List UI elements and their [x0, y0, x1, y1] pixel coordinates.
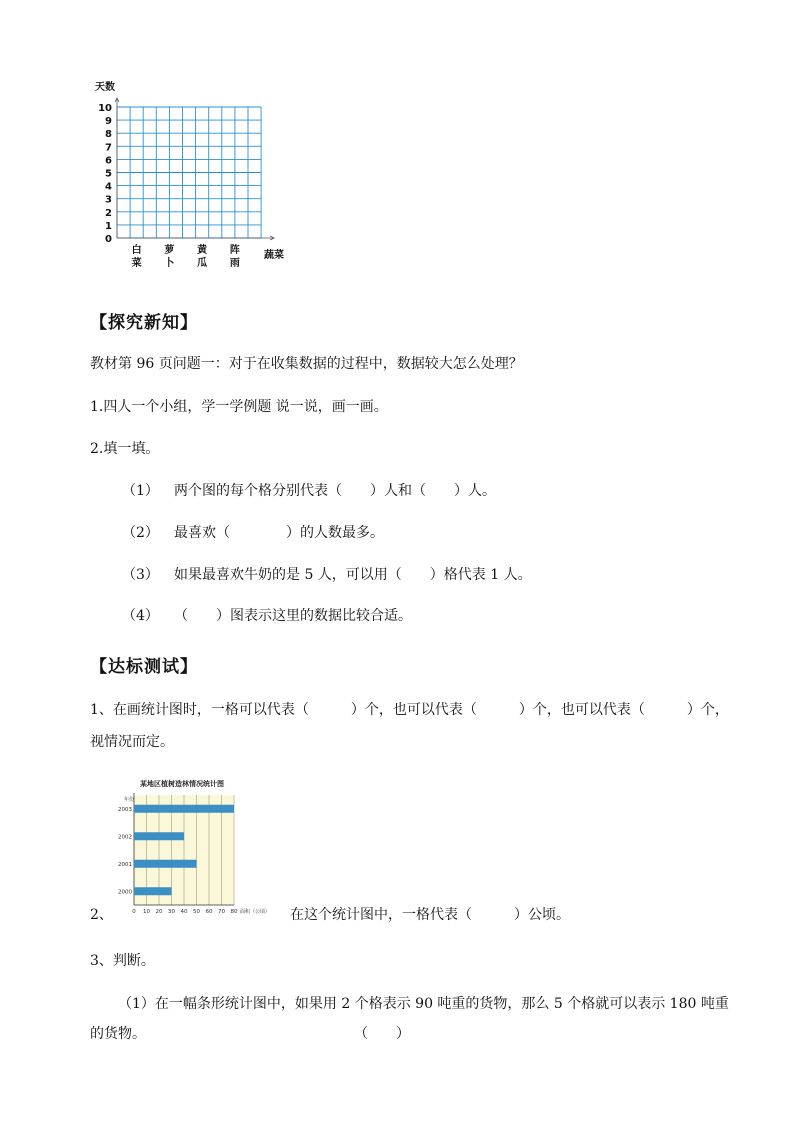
bar-year-label: 2000: [118, 889, 132, 896]
grid-chart-xlabel: 蔬菜: [264, 250, 284, 261]
bar-x-tick-label: 0: [132, 909, 136, 915]
grid-category-label: 卜: [164, 258, 175, 269]
bar-year-label: 2002: [118, 834, 132, 841]
bar-chart-xlabel: 面积（公顷）: [240, 909, 271, 915]
grid-category-label: 阵: [229, 245, 240, 256]
grid-chart-ylabel: 天数: [95, 82, 115, 93]
bar-x-tick-label: 40: [180, 909, 188, 915]
task-2: 2.填一填。: [90, 441, 160, 457]
grid-lines: [115, 98, 274, 240]
bar-year-label: 2003: [118, 806, 132, 813]
grid-y-tick-label: 9: [105, 116, 112, 128]
fill-item-4-text: （ ）图表示这里的数据比较合适。: [174, 608, 412, 624]
bar-chart-title: 某地区植树造林情况统计图: [140, 780, 224, 788]
empty-grid-chart: [90, 78, 300, 274]
grid-y-tick-label: 0: [105, 234, 112, 245]
bar-2002: [134, 832, 184, 840]
section-title-test: 【达标测试】: [90, 657, 198, 677]
question-2-text: 在这个统计图中，一格代表（ ）公顷。: [290, 907, 570, 923]
question-3-answer-bracket: （ ）: [354, 1026, 410, 1042]
grid-category-label: 雨: [229, 258, 240, 269]
grid-y-tick-label: 3: [105, 194, 112, 206]
grid-y-tick-label: 2: [105, 207, 112, 219]
bar-chart-year-labels: [118, 807, 132, 896]
question-3-title: 3、判断。: [90, 953, 155, 969]
bar-2001: [134, 860, 197, 868]
afforestation-bar-chart: [110, 776, 286, 922]
question-3-item-line-1: （1）在一幅条形统计图中，如果用 2 个格表示 90 吨重的货物，那么 5 个格就可以表示 180 吨重: [118, 996, 729, 1012]
fill-item-2-number: （2）: [122, 525, 159, 541]
question-3-item-line-2: 的货物。: [90, 1026, 146, 1042]
grid-y-tick-label: 6: [105, 155, 112, 167]
section-title-explore: 【探究新知】: [90, 313, 198, 333]
fill-item-3-text: 如果最喜欢牛奶的是 5 人，可以用（ ）格代表 1 人。: [174, 567, 532, 583]
question-1-line-1: 1、在画统计图时，一格可以代表（ ）个，也可以代表（ ）个，也可以代表（ ）个，: [90, 702, 729, 718]
bar-x-tick-label: 70: [218, 909, 225, 915]
grid-category-label: 黄: [197, 245, 208, 256]
grid-y-tick-label: 5: [105, 168, 112, 180]
intro-question: 教材第 96 页问题一：对于在收集数据的过程中，数据较大怎么处理？: [90, 356, 523, 372]
bar-x-tick-label: 80: [230, 909, 238, 915]
fill-item-2-text: 最喜欢（ ）的人数最多。: [174, 525, 384, 541]
grid-y-tick-label: 7: [105, 142, 112, 154]
grid-y-tick-label: 4: [105, 181, 112, 193]
question-1-line-2: 视情况而定。: [90, 734, 174, 750]
grid-category-label: 萝: [164, 245, 175, 256]
grid-y-tick-label: 8: [105, 129, 112, 141]
bar-x-tick-label: 50: [193, 909, 200, 915]
grid-y-tick-label: 10: [98, 103, 112, 114]
grid-category-label: 瓜: [197, 258, 208, 269]
fill-item-4-number: （4）: [122, 608, 159, 624]
bar-x-tick-label: 30: [168, 909, 175, 915]
grid-y-tick-label: 1: [105, 220, 112, 232]
bar-year-label: 2001: [118, 861, 132, 868]
task-1: 1.四人一个小组，学一学例题 说一说，画一画。: [90, 399, 388, 415]
question-2-number: 2、: [90, 907, 113, 923]
bar-chart-x-tick-labels: [132, 909, 238, 915]
bar-x-tick-label: 20: [155, 909, 163, 915]
grid-y-tick-labels: [98, 103, 112, 245]
grid-category-label: 菜: [131, 258, 142, 269]
bar-x-tick-label: 60: [205, 909, 213, 915]
fill-item-3-number: （3）: [122, 567, 159, 583]
bar-2000: [134, 887, 172, 895]
fill-item-1-text: 两个图的每个格分别代表（ ）人和（ ）人。: [174, 483, 496, 499]
bar-chart-ylabel: 年份: [124, 797, 135, 803]
bar-2003: [134, 805, 234, 813]
grid-category-label: 白: [131, 245, 142, 256]
fill-item-1-number: （1）: [122, 483, 159, 499]
bar-x-tick-label: 10: [143, 909, 150, 915]
grid-category-labels: [132, 243, 240, 269]
